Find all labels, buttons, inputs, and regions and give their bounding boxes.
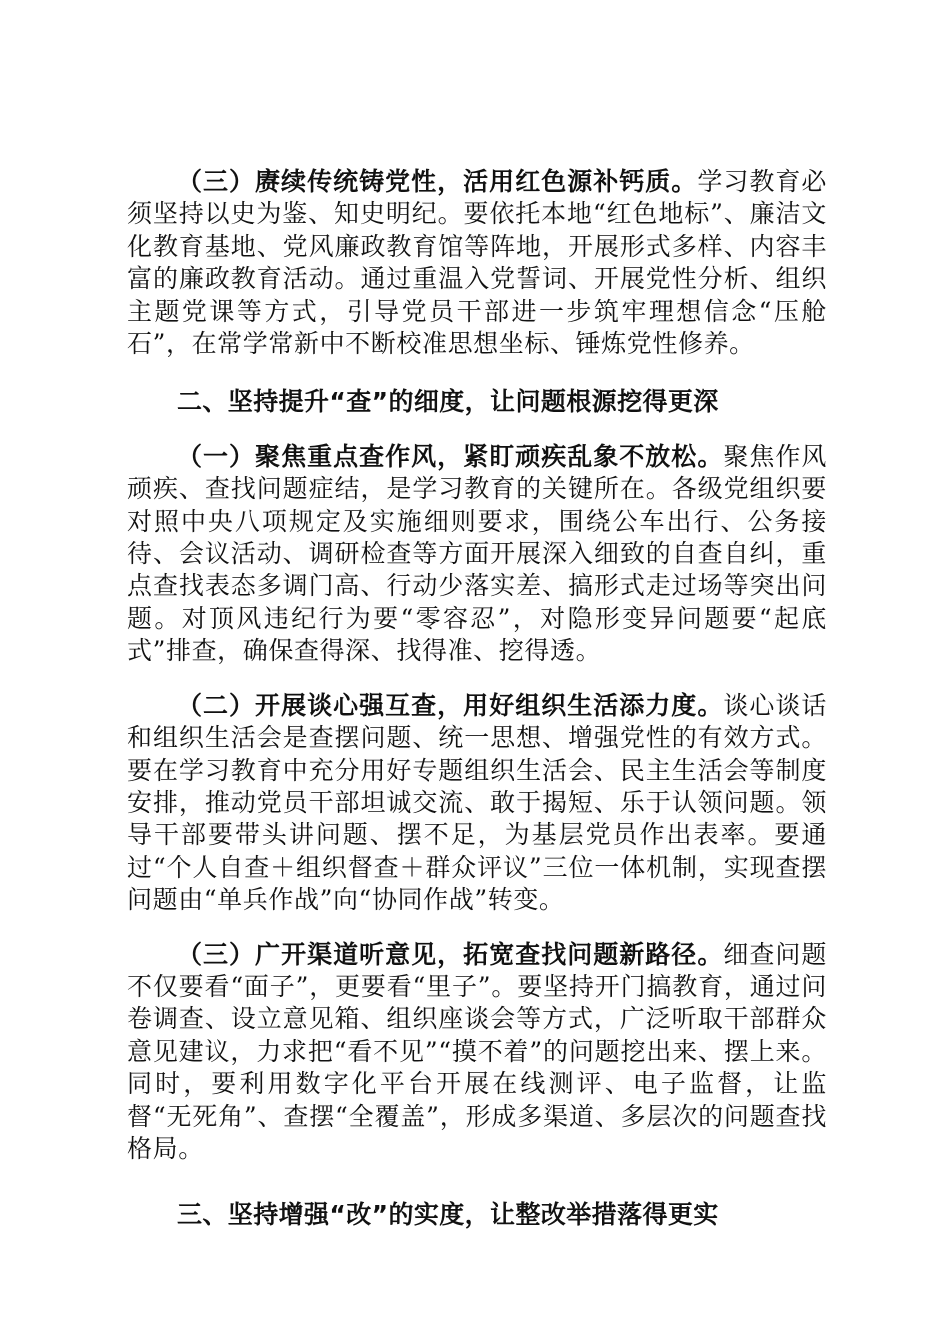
paragraph-lead: （二）开展谈心强互查，用好组织生活添力度。 — [177, 690, 724, 720]
section-heading-rectify: 三、坚持增强“改”的实度，让整改举措落得更实 — [177, 1200, 719, 1230]
paragraph-lead: （三）赓续传统铸党性，活用红色源补钙质。 — [177, 167, 698, 196]
paragraph-focus-style — [127, 441, 827, 668]
paragraph-body: 学习教育必须坚持以史为鉴、知史明纪。要依托本地“红色地标”、廉洁文化教育基地、党风廉政教育馆等阵地，开展形式多样、内容丰富的廉政教育活动。通过重温入党誓词、开展党性分析、组织主题党课等方式，引导党员干部进一步筑牢理想信念“压舱石”，在常学常新中不断校准思想坐标、锤炼党性修养。 — [127, 167, 827, 359]
paragraph-lead: （一）聚焦重点查作风，紧盯顽疾乱象不放松。 — [177, 441, 724, 471]
paragraph-heart-talk — [127, 690, 827, 917]
paragraph-open-channels — [127, 939, 827, 1166]
paragraph-tradition — [127, 166, 827, 360]
document-page — [127, 166, 827, 1232]
paragraph-body: 谈心谈话和组织生活会是查摆问题、统一思想、增强党性的有效方式。要在学习教育中充分用好专题组织生活会、民主生活会等制度安排，推动党员干部坦诚交流、敢于揭短、乐于认领问题。领导干部要带头讲问题、摆不足，为基层党员作出表率。要通过“个人自查＋组织督查＋群众评议”三位一体机制，实现查摆问题由“单兵作战”向“协同作战”转变。 — [127, 690, 827, 915]
paragraph-body: 细查问题不仅要看“面子”，更要看“里子”。要坚持开门搞教育，通过问卷调查、设立意见箱、组织座谈会等方式，广泛听取干部群众意见建议，力求把“看不见”“摸不着”的问题挖出来、摆上来。同时，要利用数字化平台开展在线测评、电子监督，让监督“无死角”、查摆“全覆盖”，形成多渠道、多层次的问题查找格局。 — [127, 939, 827, 1163]
section-heading-inspect: 二、坚持提升“查”的细度，让问题根源挖得更深 — [177, 387, 719, 417]
paragraph-lead: （三）广开渠道听意见，拓宽查找问题新路径。 — [177, 939, 724, 969]
paragraph-body: 聚焦作风顽疾、查找问题症结，是学习教育的关键所在。各级党组织要对照中央八项规定及实施细则要求，围绕公车出行、公务接待、会议活动、调研检查等方面开展深入细致的自查自纠，重点查找表态多调门高、行动少落实差、搞形式走过场等突出问题。对顶风违纪行为要“零容忍”，对隐形变异问题要“起底式”排查，确保查得深、找得准、挖得透。 — [127, 441, 827, 666]
